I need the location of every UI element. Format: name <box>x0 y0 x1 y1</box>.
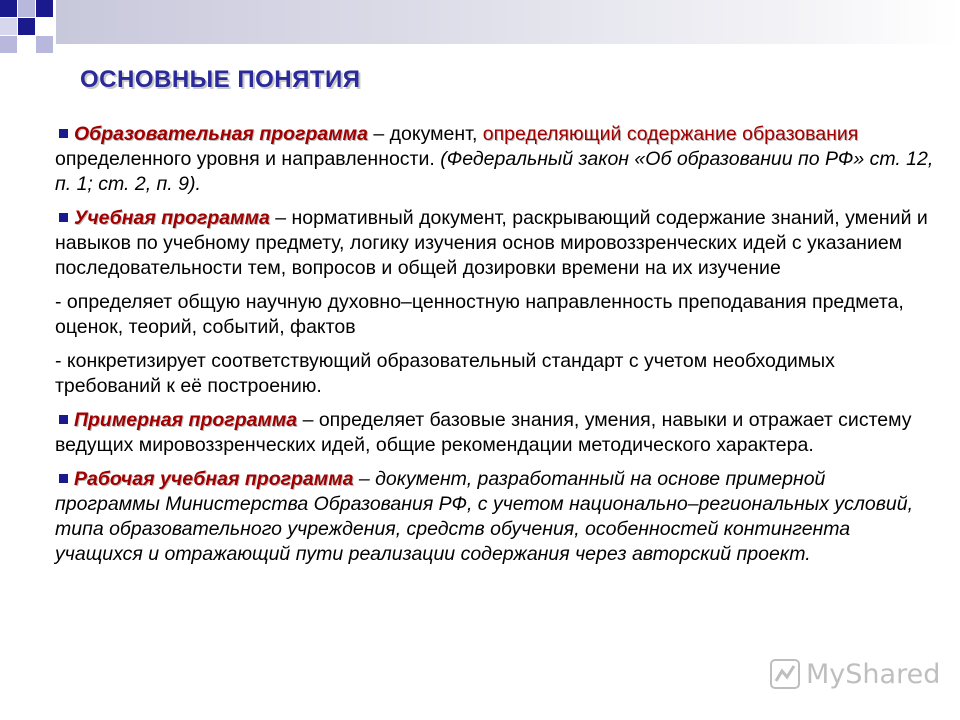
definition-paragraph <box>55 408 935 458</box>
text: – определяет базовые знания, умения, навыки и отражает систему ведущих мировоззренческих идей, общие рекомендации методического характера. <box>55 409 912 456</box>
decor-square <box>18 18 35 35</box>
bullet-icon <box>59 213 68 222</box>
text: – документ, разработанный на основе примерной программы Министерства Образования РФ, с учетом национально–региональных условий, типа образовательного учреждения, средств обучения, особенностей контингента учащихся и отражающий пути реализации содержания через авторский проект. <box>55 468 914 565</box>
decor-square <box>0 0 17 17</box>
slide-body <box>55 122 935 576</box>
term: Рабочая учебная программа <box>74 468 354 490</box>
definition-paragraph <box>55 122 935 197</box>
sub-item: - определяет общую научную духовно–ценностную направленность преподавания предмета, оценок, теорий, событий, фактов <box>55 291 904 338</box>
bullet-icon <box>59 474 68 483</box>
term: Учебная программа <box>74 207 270 229</box>
header-gradient-bar <box>56 0 960 44</box>
term: Примерная программа <box>74 409 298 431</box>
term: Образовательная программа <box>74 123 368 145</box>
law-reference: (Федеральный закон «Об образовании по РФ» ст. 12, п. 1; ст. 2, п. 9). <box>55 148 934 195</box>
bullet-icon <box>59 129 68 138</box>
bullet-icon <box>59 415 68 424</box>
decor-square <box>0 18 17 35</box>
text: определенного уровня и направленности. <box>55 148 441 170</box>
watermark-text: MyShared <box>806 658 941 690</box>
text: – документ, <box>367 123 483 145</box>
text: – нормативный документ, раскрывающий содержание знаний, умений и навыков по учебному предмету, логику изучения основ мировоззренческих идей с указанием последовательности тем, вопросов и общей дозировки времени на их изучение <box>55 207 928 279</box>
definition-paragraph <box>55 206 935 281</box>
watermark <box>770 657 940 691</box>
decor-square <box>36 0 53 17</box>
highlight-text: определяющий содержание образования <box>482 123 859 145</box>
decor-square <box>18 0 35 17</box>
decor-square <box>0 36 17 53</box>
slide-title: ОСНОВНЫЕ ПОНЯТИЯ <box>80 66 361 93</box>
myshared-logo-icon <box>770 659 800 689</box>
sub-item: - конкретизирует соответствующий образовательный стандарт с учетом необходимых требований к её построению. <box>55 350 835 397</box>
decor-square <box>36 36 53 53</box>
definition-paragraph <box>55 467 935 567</box>
